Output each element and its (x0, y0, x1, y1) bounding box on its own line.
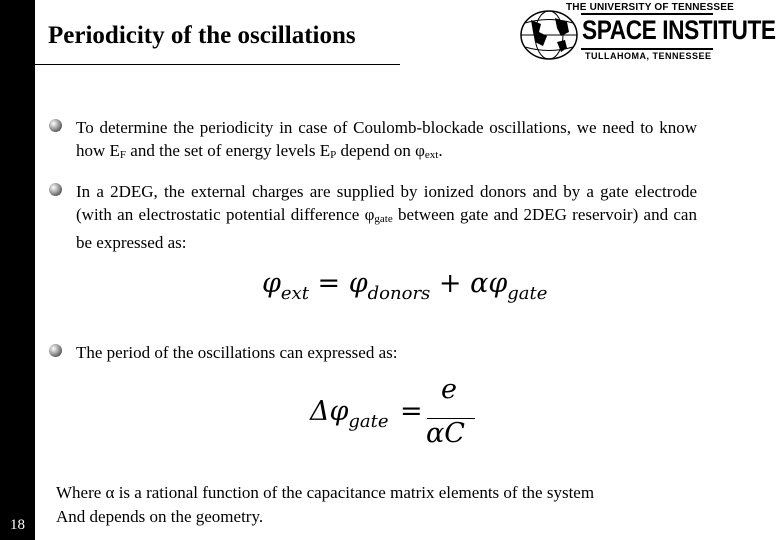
globe-logo-icon (517, 6, 581, 62)
footer-line-2: And depends on the geometry. (56, 507, 264, 526)
equation-lhs: $\Delta\varphi_{gate}$ (310, 396, 389, 432)
bullet-text-3: The period of the oscillations can expressed as: (76, 343, 398, 362)
bullet-sphere-icon (48, 118, 63, 133)
logo-institute-name: SPACE INSTITUTE (582, 15, 776, 45)
fraction-denominator: αC (426, 418, 465, 449)
title-underline (35, 64, 400, 65)
equation-oscillation-period (310, 374, 480, 454)
university-logo (517, 0, 776, 68)
logo-university-name: THE UNIVERSITY OF TENNESSEE (566, 2, 735, 13)
bullet-sphere-icon (48, 182, 63, 197)
footer-note (56, 481, 706, 529)
logo-location: TULLAHOMA, TENNESSEE (585, 51, 712, 61)
bullet-text-1: To determine the periodicity in case of Coulomb-blockade oscillations, we need to know how EF and the set of energy levels EP depend on φext. (76, 118, 697, 161)
slide-title: Periodicity of the oscillations (48, 22, 356, 49)
footer-line-1: Where α is a rational function of the capacitance matrix elements of the system (56, 483, 595, 502)
fraction-numerator: e (441, 374, 457, 405)
bullet-text-2: In a 2DEG, the external charges are supplied by ionized donors and by a gate electrode (with an electrostatic potential difference φgate between gate and 2DEG reservoir) and can be expressed as: (76, 182, 697, 252)
slide-number: 18 (10, 517, 25, 533)
logo-rule-bottom (581, 48, 713, 50)
equals-sign: = (400, 396, 423, 427)
equation-external-potential: $\varphi_{ext} = \varphi_{donors} + \alpha\varphi_{gate}$ (262, 268, 548, 304)
bullet-sphere-icon (48, 343, 63, 358)
left-sidebar-bar (0, 0, 35, 540)
